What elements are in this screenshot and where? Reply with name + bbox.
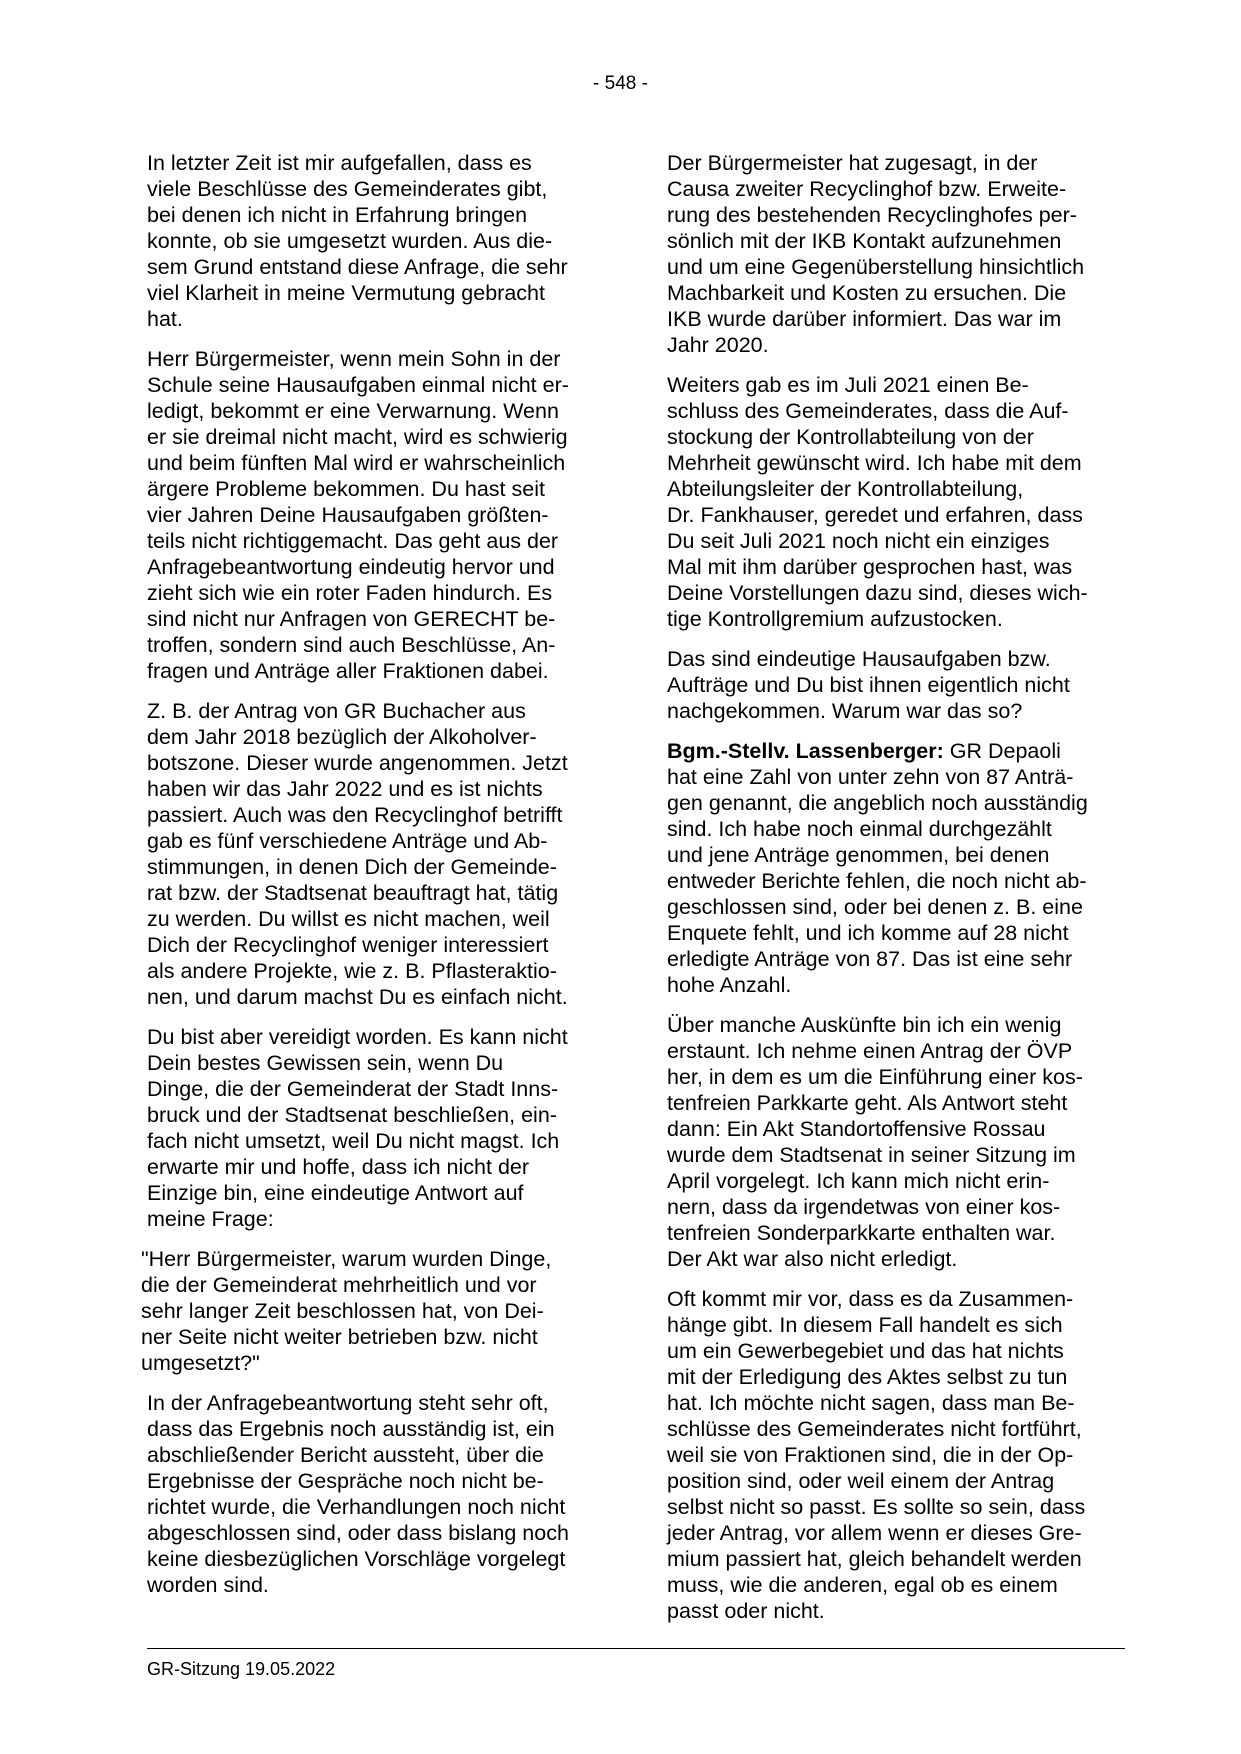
- paragraph: Über manche Auskünfte bin ich ein wenig erstaunt. Ich nehme einen Antrag der ÖVP her, in dem es um die Einführung einer kos- tenfreien Parkkarte geht. Als Antwort steht dann: Ein Akt Standortoffensive Rossau wurde dem Stadtsenat in seiner Sitzung im April vorgelegt. Ich kann mich nicht erin- nern, dass da irgendetwas von einer kos- tenfreien Sonderparkkarte enthalten war. Der Akt war also nicht erledigt.: [667, 1013, 1083, 1271]
- quoted-question: "Herr Bürgermeister, warum wurden Dinge, die der Gemeinderat mehrheitlich und vor sehr langer Zeit beschlossen hat, von Dei- ner Seite nicht weiter betrieben bzw. nicht umgesetzt?": [141, 1247, 552, 1375]
- paragraph: Oft kommt mir vor, dass es da Zusammen- hänge gibt. In diesem Fall handelt es sich um ein Gewerbegebiet und das hat nichts mit der Erledigung des Aktes selbst zu tun hat. Ich möchte nicht sagen, dass man Be- schlüsse des Gemeinderates nicht fortführt, weil sie von Fraktionen sind, die in der Op- position sind, oder weil einem der Antrag selbst nicht so passt. Es sollte so sein, dass jeder Antrag, vor allem wenn er dieses Gre- mium passiert hat, gleich behandelt werden muss, wie die anderen, egal ob es einem passt oder nicht.: [667, 1287, 1086, 1623]
- paragraph: Herr Bürgermeister, wenn mein Sohn in der Schule seine Hausaufgaben einmal nicht er- ledigt, bekommt er eine Verwarnung. Wenn er sie dreimal nicht macht, wird es schwierig und beim fünften Mal wird er wahrscheinlich ärgere Probleme bekommen. Du hast seit vier Jahren Deine Hausaufgaben größten- teils nicht richtiggemacht. Das geht aus der Anfragebeantwortung eindeutig hervor und zieht sich wie ein roter Faden hindurch. Es sind nicht nur Anfragen von GERECHT be- troffen, sondern sind auch Beschlüsse, An- fragen und Anträge aller Fraktionen dabei.: [147, 347, 569, 683]
- footer-session-date: GR-Sitzung 19.05.2022: [147, 1659, 336, 1679]
- paragraph: In letzter Zeit ist mir aufgefallen, dass es viele Beschlüsse des Gemeinderates gibt, bei denen ich nicht in Erfahrung bringen konnte, ob sie umgesetzt wurden. Aus die- sem Grund entstand diese Anfrage, die sehr viel Klarheit in meine Vermutung gebracht hat.: [147, 151, 568, 331]
- right-column: [667, 150, 1127, 1638]
- left-column: [141, 150, 607, 1612]
- footer-divider: [147, 1648, 1125, 1649]
- paragraph: Der Bürgermeister hat zugesagt, in der Causa zweiter Recyclinghof bzw. Erweite- rung des bestehenden Recyclinghofes per- sönlich mit der IKB Kontakt aufzunehmen und um eine Gegenüberstellung hinsichtlich Machbarkeit und Kosten zu ersuchen. Die IKB wurde darüber informiert. Das war im Jahr 2020.: [667, 151, 1085, 357]
- paragraph: Z. B. der Antrag von GR Buchacher aus dem Jahr 2018 bezüglich der Alkoholver- botszone. Dieser wurde angenommen. Jetzt haben wir das Jahr 2022 und es ist nichts passiert. Auch was den Recyclinghof betrifft gab es fünf verschiedene Anträge und Ab- stimmungen, in denen Dich der Gemeinde- rat bzw. der Stadtsenat beauftragt hat, tätig zu werden. Du willst es nicht machen, weil Dich der Recyclinghof weniger interessiert als andere Projekte, wie z. B. Pflasteraktio- nen, und darum machst Du es einfach nicht.: [147, 699, 568, 1009]
- paragraph: Das sind eindeutige Hausaufgaben bzw. Aufträge und Du bist ihnen eigentlich nicht nachgekommen. Warum war das so?: [667, 647, 1070, 723]
- paragraph: In der Anfragebeantwortung steht sehr oft, dass das Ergebnis noch ausständig ist, ein abschließender Bericht aussteht, über die Ergebnisse der Gespräche noch nicht be- richtet wurde, die Verhandlungen noch nicht abgeschlossen sind, oder dass bislang noch keine diesbezüglichen Vorschläge vorgelegt worden sind.: [147, 1391, 569, 1597]
- paragraph: Weiters gab es im Juli 2021 einen Be- schluss des Gemeinderates, dass die Auf- stockung der Kontrollabteilung von der Mehrheit gewünscht wird. Ich habe mit dem Abteilungsleiter der Kontrollabteilung, Dr. Fankhauser, geredet und erfahren, dass Du seit Juli 2021 noch nicht ein einziges Mal mit ihm darüber gesprochen hast, was Deine Vorstellungen dazu sind, dieses wich- tige Kontrollgremium aufzustocken.: [667, 373, 1088, 631]
- speaker-paragraph: [667, 738, 1127, 998]
- page-number: - 548 -: [593, 73, 648, 94]
- speaker-text: GR Depaoli hat eine Zahl von unter zehn von 87 Anträ- gen genannt, die angeblich noch ausständig sind. Ich habe noch einmal durchgezählt und jene Anträge genommen, bei denen entweder Berichte fehlen, die noch nicht ab- geschlossen sind, oder bei denen z. B. eine Enquete fehlt, und ich komme auf 28 nicht erledigte Anträge von 87. Das ist eine sehr hohe Anzahl.: [667, 739, 1088, 997]
- speaker-name: Bgm.-Stellv. Lassenberger:: [667, 739, 944, 763]
- paragraph: Du bist aber vereidigt worden. Es kann nicht Dein bestes Gewissen sein, wenn Du Dinge, die der Gemeinderat der Stadt Inns- bruck und der Stadtsenat beschließen, ein- fach nicht umsetzt, weil Du nicht magst. Ich erwarte mir und hoffe, dass ich nicht der Einzige bin, eine eindeutige Antwort auf meine Frage:: [147, 1025, 568, 1231]
